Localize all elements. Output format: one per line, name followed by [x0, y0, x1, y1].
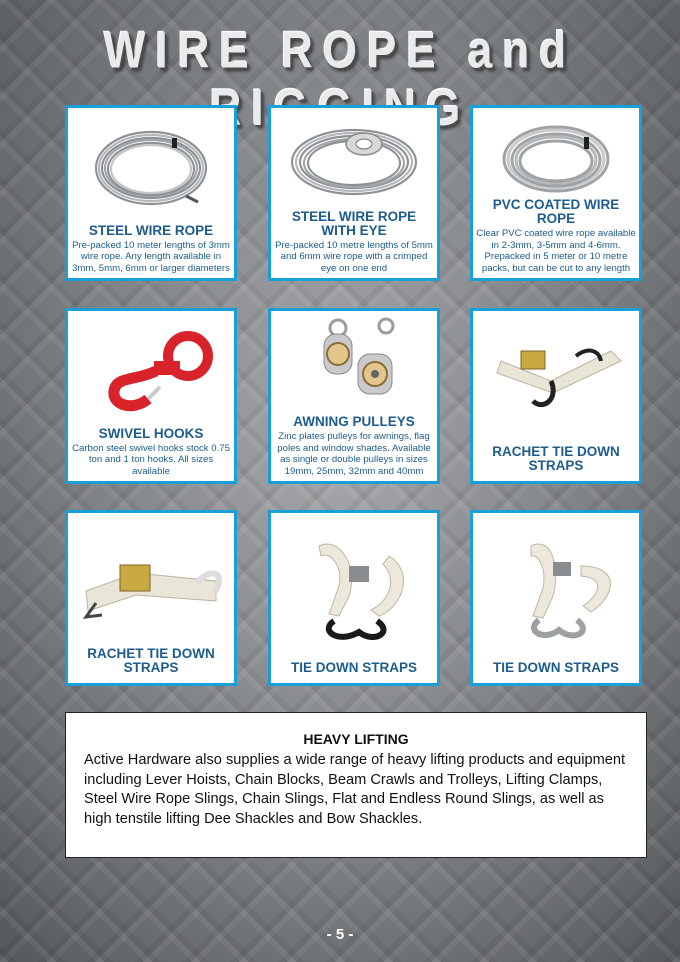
- product-card-tie-down-straps-2[interactable]: [470, 510, 642, 686]
- product-card-pvc-coated-wire-rope[interactable]: [470, 105, 642, 281]
- page-title: WIRE ROPE and: [103, 22, 577, 79]
- product-description: Pre-packed 10 meter lengths of 3mm wire rope. Any length available in 3mm, 5mm, 6mm or larger diameters: [72, 239, 230, 274]
- product-card-rachet-tie-down-straps-1[interactable]: [470, 308, 642, 484]
- ratchet-strap-icon: [473, 317, 639, 425]
- pulley-icon: [271, 313, 437, 399]
- swivel-hook-icon: [68, 317, 234, 425]
- product-name: SWIVEL HOOKS: [98, 425, 204, 441]
- heavy-lifting-box: [65, 712, 647, 858]
- wire-rope-eye-icon: [271, 110, 437, 208]
- product-card-steel-wire-rope-eye[interactable]: [268, 105, 440, 281]
- pvc-rope-coil-icon: [473, 112, 639, 206]
- product-name: AWNING PULLEYS: [293, 414, 415, 429]
- product-card-swivel-hooks[interactable]: [65, 308, 237, 484]
- product-card-awning-pulleys[interactable]: [268, 308, 440, 484]
- page-number: - 5 -: [326, 926, 354, 943]
- heavy-lifting-heading: HEAVY LIFTING: [303, 731, 409, 747]
- product-name: TIE DOWN STRAPS: [492, 660, 619, 675]
- product-name: RACHET TIE DOWN STRAPS: [87, 646, 215, 675]
- product-description: Pre-packed 10 metre lengths of 5mm and 6mm wire rope with a crimped eye on one end: [275, 239, 433, 274]
- product-description: Zinc plates pulleys for awnings, flag poles and window shades. Available as single or double pulleys in sizes 19mm, 25mm, 32mm and 40mm: [277, 431, 431, 477]
- product-description: Clear PVC coated wire rope available in 2-3mm, 3-5mm and 4-6mm. Prepacked in 5 meter or 10 metre packs, but can be cut to any length: [476, 228, 636, 274]
- product-card-steel-wire-rope[interactable]: [65, 105, 237, 281]
- product-name: STEEL WIRE ROPE WITH EYE: [291, 208, 417, 238]
- product-name: RACHET TIE DOWN STRAPS: [492, 444, 620, 473]
- tie-down-strap-icon: [473, 523, 639, 649]
- wire-rope-coil-icon: [68, 114, 234, 222]
- product-description: Carbon steel swivel hooks stock 0.75 ton and 1 ton hooks. All sizes available: [72, 442, 230, 477]
- product-name: STEEL WIRE ROPE: [88, 222, 214, 238]
- product-card-rachet-tie-down-straps-2[interactable]: [65, 510, 237, 686]
- product-name: TIE DOWN STRAPS: [290, 660, 417, 675]
- heavy-lifting-body: Active Hardware also supplies a wide range of heavy lifting products and equipment including Lever Hoists, Chain Blocks, Beam Crawls and Trolleys, Lifting Clamps, Steel Wire Rope Slings, Chain Slings, Flat and Endless Round Slings, as well as high tenstile lifting Dee Shackles and Bow Shackles.: [84, 752, 626, 827]
- tie-down-strap-icon: [271, 523, 437, 649]
- product-card-tie-down-straps-1[interactable]: [268, 510, 440, 686]
- ratchet-strap-icon: [68, 519, 234, 627]
- product-name: PVC COATED WIRE ROPE: [492, 197, 620, 226]
